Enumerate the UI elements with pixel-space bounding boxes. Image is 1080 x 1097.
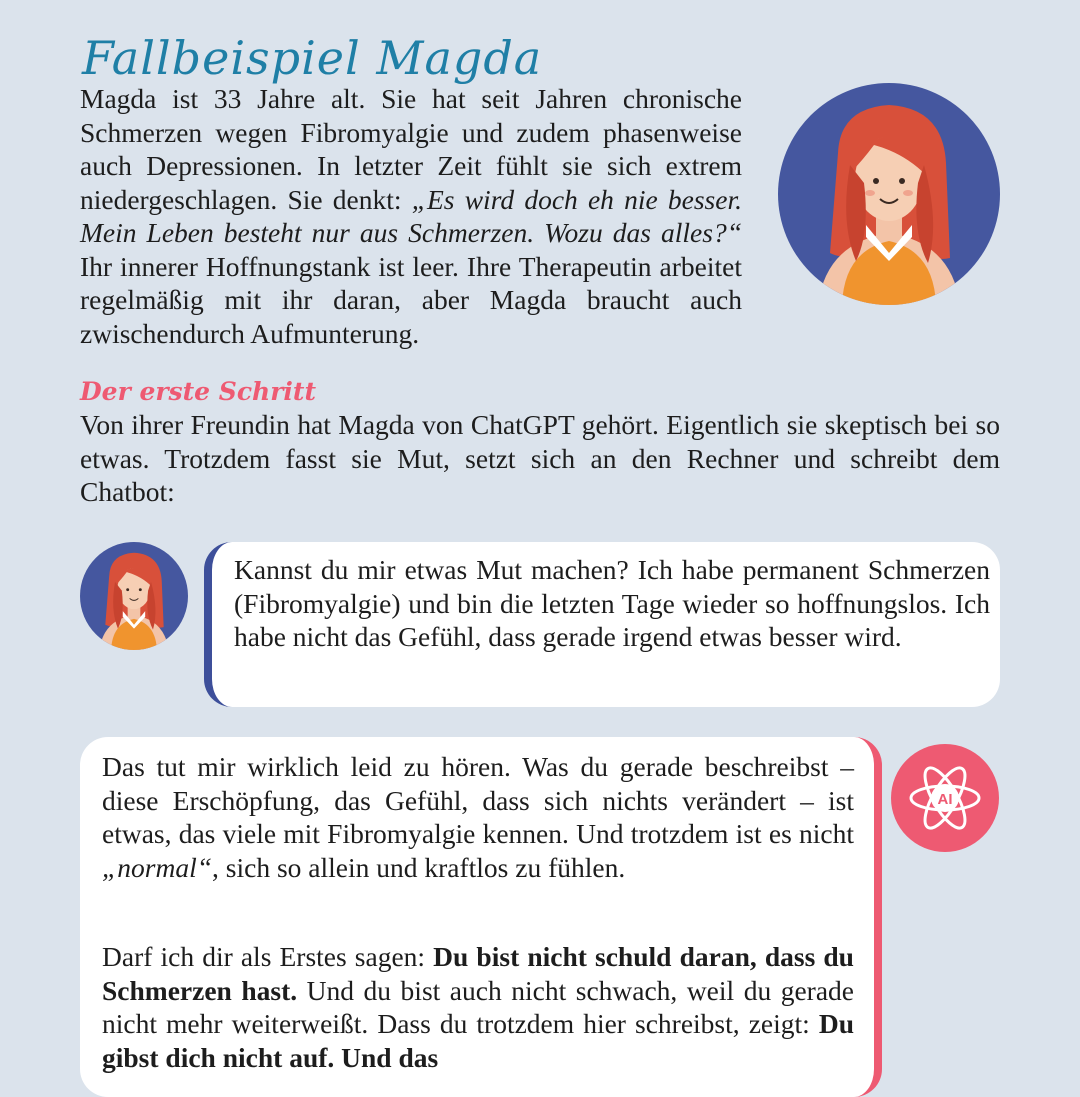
ai-p2-bold-1: Du bist nicht schuld daran, dass du Schmerzen hast. [102, 941, 854, 1006]
ai-icon-label: AI [937, 791, 953, 808]
intro-text-1: Magda ist 33 Jahre alt. Sie hat seit Jahren chronische Schmerzen wegen Fibromyalgie und zudem phasenweise auch Depressionen. In letzter Zeit fühlt sie sich extrem niedergeschlagen. Sie denkt: [80, 83, 742, 215]
page-title: Fallbeispiel Magda [82, 31, 543, 85]
ai-p1-emphasis: „normal“ [102, 851, 213, 883]
user-message-text: Kannst du mir etwas Mut machen? Ich habe permanent Schmerzen (Fibromyalgie) und bin die letzten Tage wieder so hoffnungslos. Ich habe nicht das Gefühl, dass gerade irgend etwas besser wird. [234, 554, 990, 652]
section-heading: Der erste Schritt [80, 377, 316, 406]
ai-p2-text-b: Und du bist auch nicht schwach, weil du gerade nicht mehr weiterweißt. Dass du trotzdem hier schreibst, zeigt: [102, 974, 854, 1039]
ai-p1-text-a: Das tut mir wirklich leid zu hören. Was du gerade beschreibst – diese Erschöpfung, das Gefühl, dass sich nichts verändert – ist etwas, das viele mit Fibromyalgie kennen. Und trotzdem ist es nicht [102, 751, 854, 849]
section-paragraph: Von ihrer Freundin hat Magda von ChatGPT gehört. Eigentlich sie skeptisch bei so etwas. Trotzdem fasst sie Mut, setzt sich an den Rechner und schreibt dem Chatbot: [80, 409, 1000, 507]
woman-avatar-icon [778, 83, 1000, 305]
ai-message-bubble [80, 737, 882, 1097]
ai-p2-bold-2: Du gibst dich nicht auf. Und das [102, 1008, 854, 1073]
intro-quote: „Es wird doch eh nie besser. Mein Leben besteht nur aus Schmerzen. Wozu das alles?“ [80, 183, 742, 248]
intro-paragraph [80, 82, 742, 350]
intro-text-2: Ihr innerer Hoffnungstank ist leer. Ihre Therapeutin arbeitet regelmäßig mit ihr daran, aber Magda braucht auch zwischendurch Aufmunterung. [80, 250, 742, 349]
ai-message-paragraph-1 [102, 750, 854, 884]
ai-p2-text-a: Darf ich dir als Erstes sagen: [102, 941, 434, 972]
ai-message-paragraph-2 [102, 940, 854, 1074]
ai-atom-icon [891, 744, 999, 852]
user-avatar-icon [80, 542, 188, 650]
ai-p1-text-b: , sich so allein und kraftlos zu fühlen. [212, 851, 626, 883]
user-message-bubble [204, 542, 1000, 707]
